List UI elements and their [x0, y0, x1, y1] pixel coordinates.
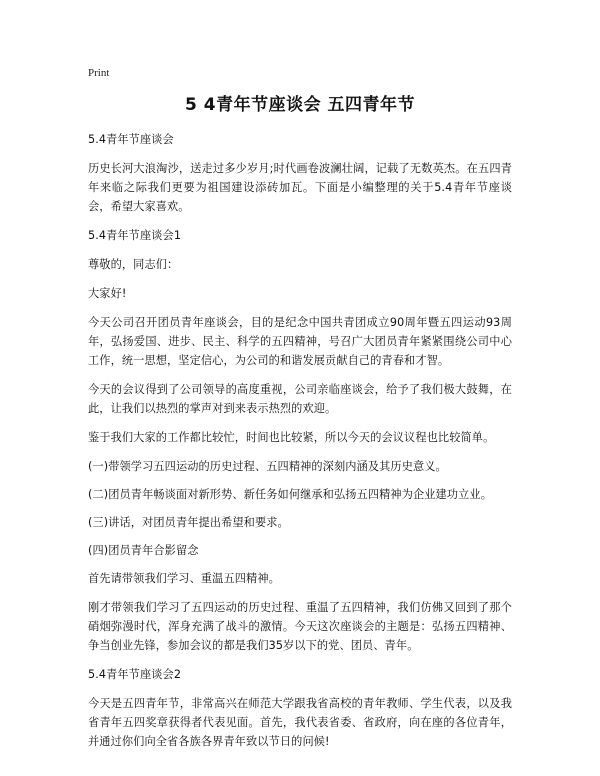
agenda-item: (一)带领学习五四运动的历史过程、五四精神的深刻内涵及其历史意义。 — [88, 460, 447, 473]
body-paragraph: 今天公司召开团员青年座谈会，目的是纪念中国共青团成立90周年暨五四运动93周年，弘扬爱国、进步、民主、科学的五四精神，号召广大团员青年紧紧围绕公司中心工作，统一思想，坚定信心，为公司的和谐发展贡献自己的青春和才智。 — [88, 316, 512, 367]
body-paragraph: 鉴于我们大家的工作都比较忙，时间也比较紧，所以今天的会议议程也比较简单。 — [88, 431, 495, 444]
body-paragraph: 今天的会议得到了公司领导的高度重视，公司亲临座谈会，给予了我们极大鼓舞，在此，让我们以热烈的掌声对到来表示热烈的欢迎。 — [88, 383, 512, 415]
body-paragraph: 今天是五四青年节，非常高兴在师范大学跟我省高校的青年教师、学生代表，以及我省青年五四奖章获得者代表见面。首先，我代表省委、省政府，向在座的各位青年，并通过你们向全省各族各界青年致以节日的问候! — [88, 697, 512, 748]
greeting: 大家好! — [88, 287, 127, 300]
intro-paragraph: 历史长河大浪淘沙，送走过多少岁月;时代画卷波澜壮阔，记载了无数英杰。在五四青年来临之际我们更要为祖国建设添砖加瓦。下面是小编整理的关于5.4青年节座谈会，希望大家喜欢。 — [88, 162, 512, 213]
section-heading: 5.4青年节座谈会1 — [88, 229, 182, 242]
salutation: 尊敬的，同志们： — [88, 258, 179, 271]
section-heading: 5.4青年节座谈会 — [88, 133, 174, 146]
print-link[interactable]: Print — [88, 67, 110, 79]
section-heading: 5.4青年节座谈会2 — [88, 668, 182, 681]
agenda-item: (四)团员青年合影留念 — [88, 544, 199, 557]
agenda-item: (三)讲话，对团员青年提出希望和要求。 — [88, 516, 289, 529]
body-paragraph: 首先请带领我们学习、重温五四精神。 — [88, 572, 280, 585]
document-title: 5 4青年节座谈会 五四青年节 — [185, 95, 415, 115]
body-paragraph: 刚才带领我们学习了五四运动的历史过程、重温了五四精神，我们仿佛又回到了那个硝烟弥漫时代，浑身充满了战斗的激情。今天这次座谈会的主题是：弘扬五四精神、争当创业先锋，参加会议的都是我们35岁以下的党、团员、青年。 — [88, 601, 512, 652]
agenda-item: (二)团员青年畅谈面对新形势、新任务如何继承和弘扬五四精神为企业建功立业。 — [88, 488, 492, 501]
